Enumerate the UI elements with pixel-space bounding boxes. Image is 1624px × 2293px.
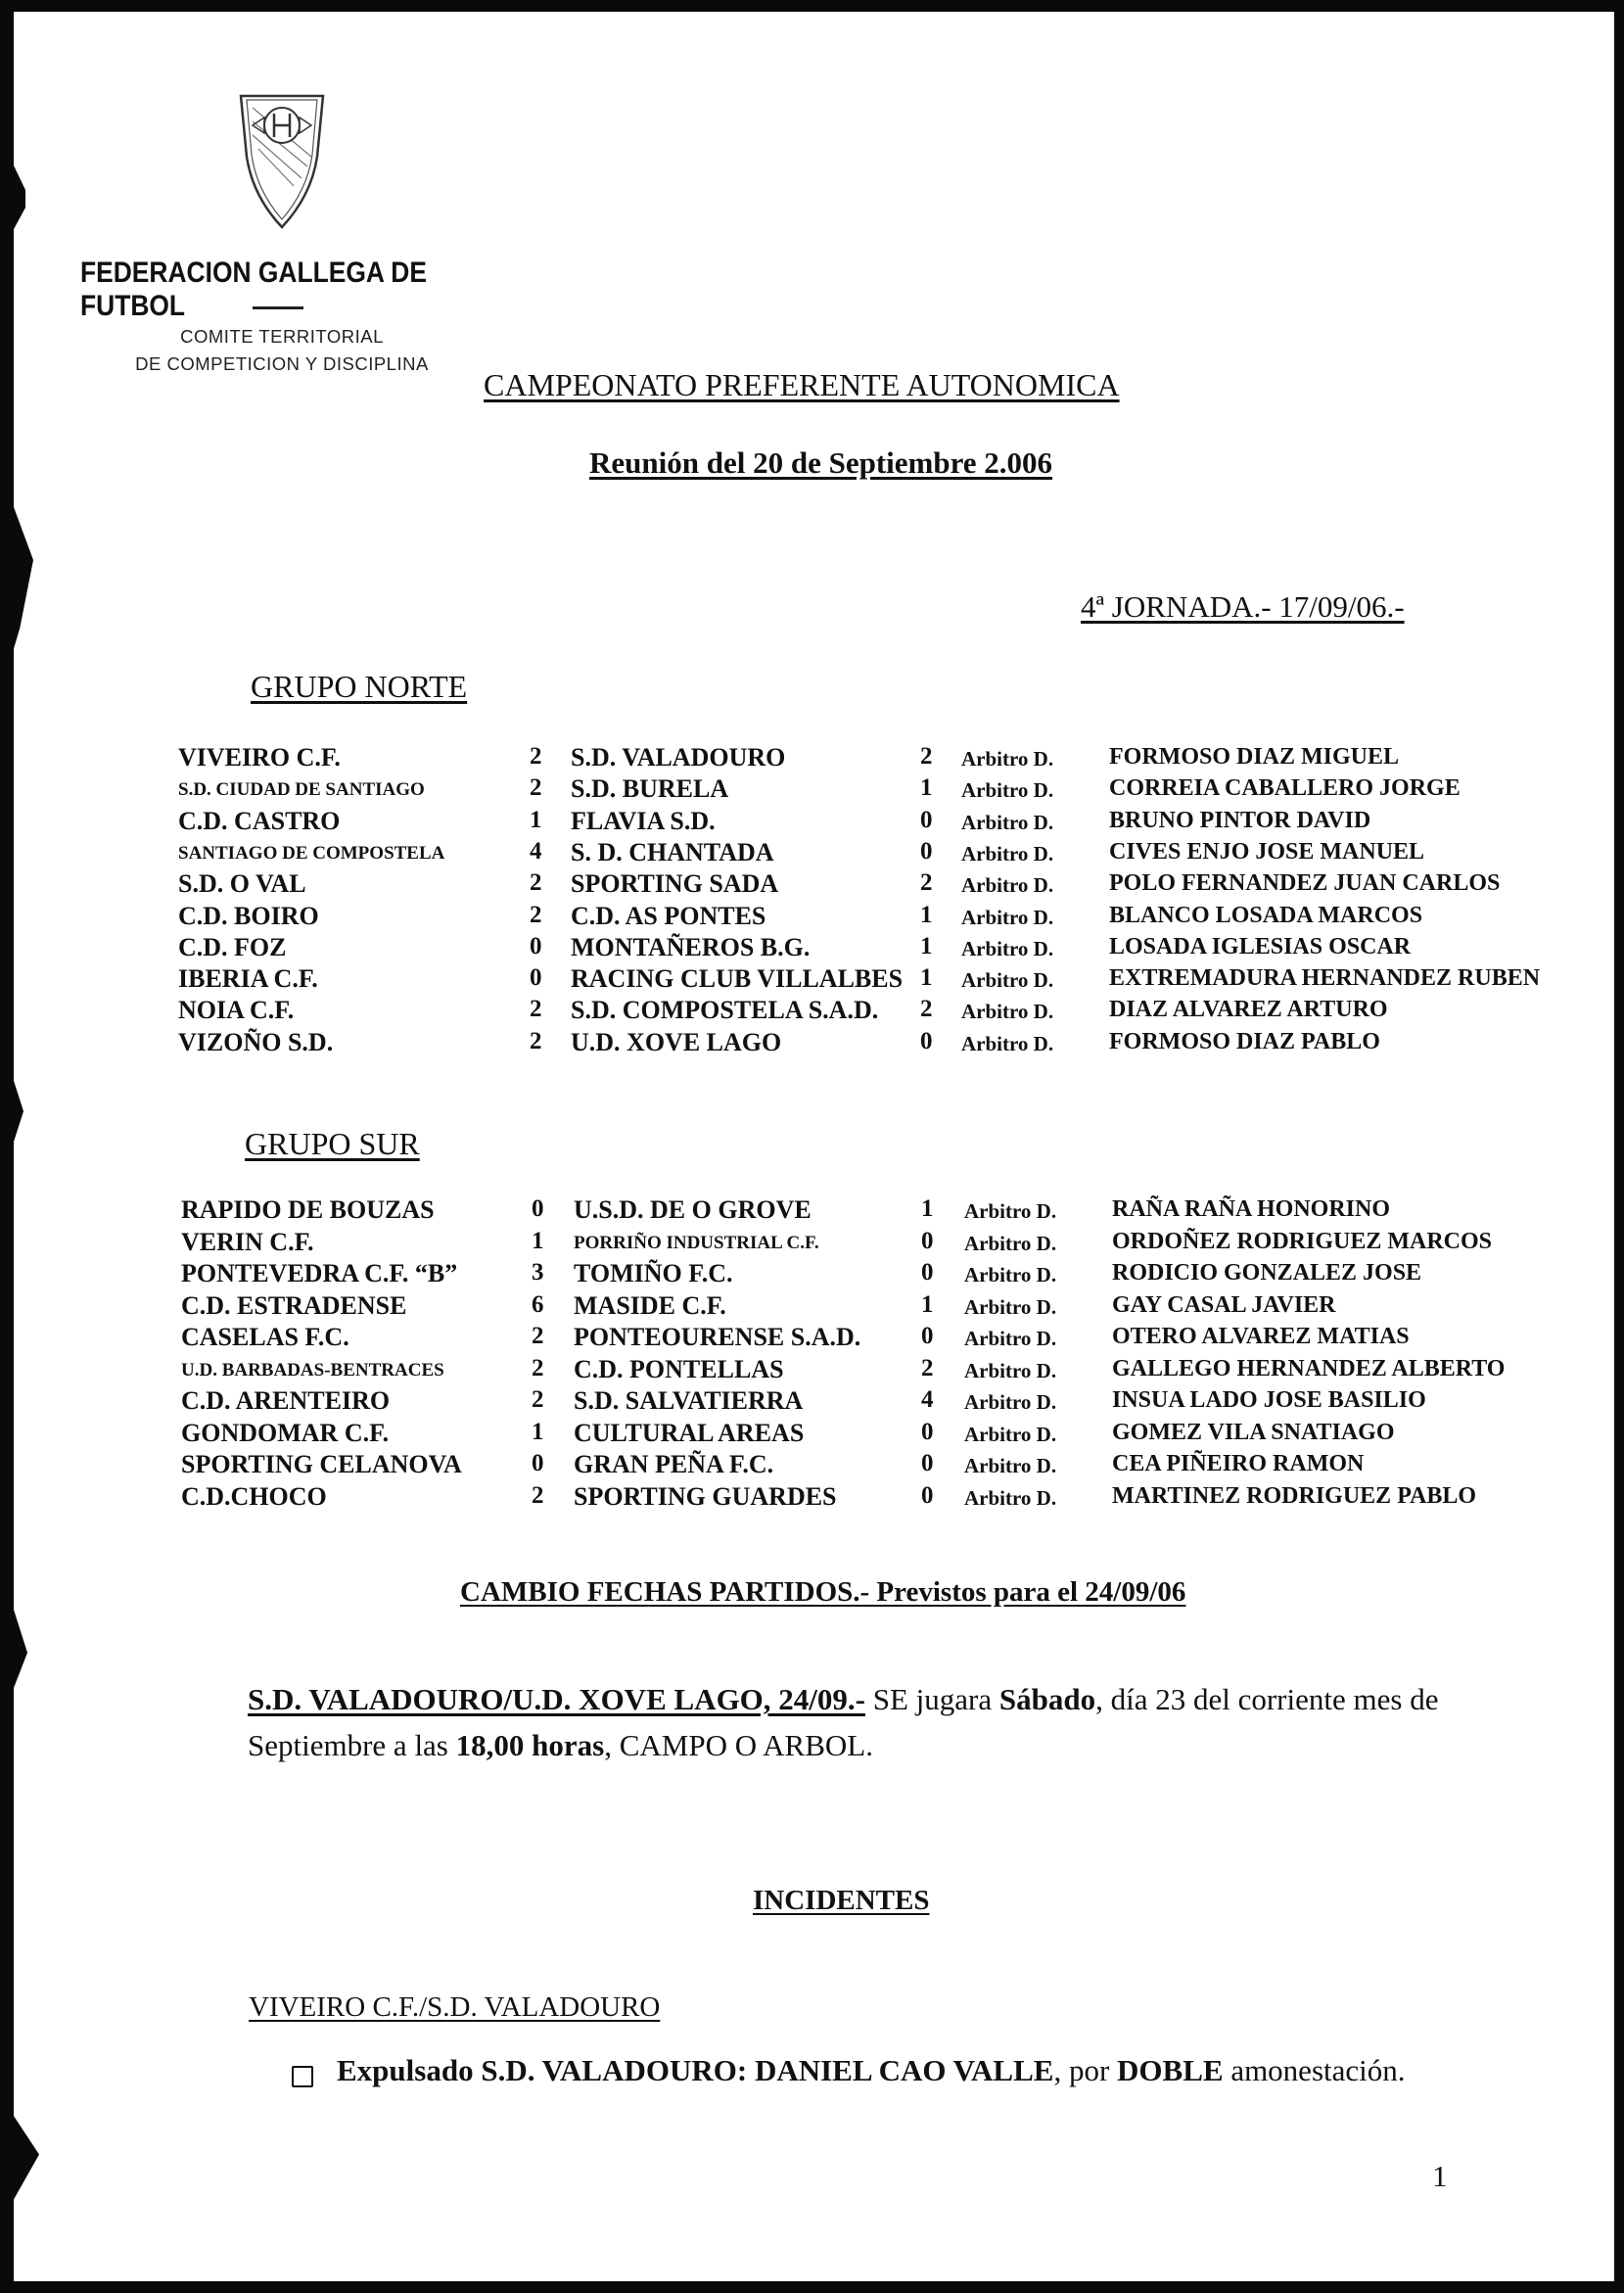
cambio-text: SE jugara	[864, 1682, 999, 1716]
home-score: 1	[532, 1418, 544, 1445]
home-team: SANTIAGO DE COMPOSTELA	[178, 842, 445, 864]
home-team: C.D. ARENTEIRO	[181, 1386, 391, 1415]
referee-label: Arbitro D.	[961, 936, 1054, 960]
home-score: 2	[530, 996, 542, 1023]
referee-name: OTERO ALVAREZ MATIAS	[1112, 1324, 1410, 1349]
referee-label: Arbitro D.	[961, 968, 1054, 993]
scan-notch	[0, 2095, 39, 2203]
referee-label: Arbitro D.	[961, 747, 1054, 771]
cambio-text: , día 23 del corriente mes de Septiembre a las	[248, 1682, 1439, 1762]
away-team: S.D. COMPOSTELA S.A.D.	[571, 996, 879, 1025]
home-team: PONTEVEDRA C.F. “B”	[181, 1259, 458, 1287]
home-score: 4	[530, 837, 542, 865]
home-score: 2	[532, 1323, 544, 1349]
home-score: 1	[532, 1227, 544, 1254]
away-score: 1	[920, 901, 933, 928]
away-team: S.D. BURELA	[571, 774, 729, 804]
away-score: 0	[920, 806, 933, 833]
home-team: RAPIDO DE BOUZAS	[181, 1195, 435, 1224]
home-team: S.D. O VAL	[178, 869, 306, 899]
home-score: 3	[532, 1259, 544, 1286]
referee-name: LOSADA IGLESIAS OSCAR	[1109, 933, 1412, 959]
org-divider	[253, 306, 303, 309]
away-team: RACING CLUB VILLALBES	[571, 964, 904, 994]
cambio-day: Sábado	[998, 1682, 1096, 1716]
referee-name: EXTREMADURA HERNANDEZ RUBEN	[1109, 965, 1541, 992]
home-score: 2	[530, 743, 542, 770]
referee-label: Arbitro D.	[964, 1454, 1057, 1477]
incident-bullet	[337, 2053, 1406, 2088]
away-score: 0	[920, 837, 933, 865]
away-team: CULTURAL AREAS	[574, 1418, 805, 1447]
scan-notch	[0, 1567, 27, 1723]
incidentes-heading: INCIDENTES	[753, 1885, 930, 1916]
referee-label: Arbitro D.	[964, 1485, 1057, 1510]
referee-name: FORMOSO DIAZ PABLO	[1109, 1028, 1380, 1054]
away-score: 0	[921, 1450, 934, 1476]
home-team: IBERIA C.F.	[178, 964, 318, 994]
cambio-heading: CAMBIO FECHAS PARTIDOS.- Previstos para el 24/09/06	[460, 1576, 1186, 1608]
group-sur-heading: GRUPO SUR	[245, 1126, 420, 1161]
referee-label: Arbitro D.	[964, 1358, 1057, 1382]
away-team: MONTAÑEROS B.G.	[571, 932, 811, 961]
referee-label: Arbitro D.	[961, 841, 1054, 866]
referee-name: CEA PIÑEIRO RAMON	[1112, 1451, 1365, 1476]
referee-name: CIVES ENJO JOSE MANUEL	[1109, 838, 1425, 865]
incidentes-match: VIVEIRO C.F./S.D. VALADOURO	[249, 1991, 661, 2023]
referee-name: INSUA LADO JOSE BASILIO	[1112, 1387, 1426, 1413]
scan-border-right	[1614, 0, 1624, 2293]
referee-name: GAY CASAL JAVIER	[1112, 1291, 1336, 1318]
away-team: U.S.D. DE O GROVE	[574, 1195, 812, 1224]
referee-name: GALLEGO HERNANDEZ ALBERTO	[1112, 1355, 1506, 1381]
away-score: 4	[921, 1386, 934, 1413]
cambio-match: S.D. VALADOURO/U.D. XOVE LAGO, 24/09.-	[248, 1682, 865, 1716]
referee-name: FORMOSO DIAZ MIGUEL	[1109, 744, 1400, 770]
away-team: U.D. XOVE LAGO	[571, 1027, 782, 1056]
group-norte-heading: GRUPO NORTE	[251, 669, 468, 704]
home-score: 0	[530, 932, 542, 959]
away-score: 2	[920, 743, 933, 770]
referee-label: Arbitro D.	[961, 905, 1054, 929]
away-score: 1	[920, 932, 933, 959]
home-score: 2	[530, 869, 542, 897]
referee-label: Arbitro D.	[964, 1199, 1057, 1223]
away-score: 1	[920, 964, 933, 992]
home-score: 2	[532, 1481, 544, 1509]
away-score: 1	[921, 1290, 934, 1318]
away-score: 2	[920, 869, 933, 897]
scan-notch	[0, 470, 33, 695]
home-team: U.D. BARBADAS-BENTRACES	[181, 1359, 444, 1380]
away-team: PONTEOURENSE S.A.D.	[574, 1323, 861, 1351]
home-score: 1	[530, 806, 542, 833]
jornada-label: 4ª JORNADA.- 17/09/06.-	[1081, 589, 1405, 624]
incident-text: amonestación.	[1223, 2053, 1406, 2087]
referee-name: RAÑA RAÑA HONORINO	[1112, 1196, 1391, 1222]
away-score: 2	[920, 996, 933, 1023]
home-score: 2	[532, 1386, 544, 1413]
home-team: S.D. CIUDAD DE SANTIAGO	[178, 779, 425, 801]
home-team: C.D. ESTRADENSE	[181, 1290, 407, 1320]
home-score: 2	[530, 1027, 542, 1054]
cambio-paragraph	[248, 1676, 1520, 1768]
referee-label: Arbitro D.	[964, 1390, 1057, 1414]
referee-label: Arbitro D.	[961, 1000, 1054, 1024]
away-team: PORRIÑO INDUSTRIAL C.F.	[574, 1232, 819, 1253]
referee-label: Arbitro D.	[964, 1294, 1057, 1319]
referee-label: Arbitro D.	[961, 778, 1054, 803]
home-team: C.D. FOZ	[178, 932, 287, 961]
meeting-date: Reunión del 20 de Septiembre 2.006	[589, 445, 1053, 480]
away-team: S. D. CHANTADA	[571, 837, 774, 866]
away-team: TOMIÑO F.C.	[574, 1259, 733, 1287]
referee-label: Arbitro D.	[964, 1327, 1057, 1350]
referee-name: BRUNO PINTOR DAVID	[1109, 807, 1371, 833]
away-score: 0	[920, 1027, 933, 1054]
home-team: C.D.CHOCO	[181, 1481, 327, 1511]
away-team: MASIDE C.F.	[574, 1290, 726, 1320]
incident-player: Expulsado S.D. VALADOURO: DANIEL CAO VALLE	[337, 2053, 1054, 2087]
home-score: 0	[532, 1195, 544, 1222]
away-score: 0	[921, 1259, 934, 1286]
away-score: 0	[921, 1323, 934, 1349]
referee-name: ORDOÑEZ RODRIGUEZ MARCOS	[1112, 1228, 1493, 1254]
away-team: FLAVIA S.D.	[571, 806, 716, 835]
home-score: 2	[530, 901, 542, 928]
checkbox-bullet-icon	[292, 2066, 313, 2087]
referee-name: DIAZ ALVAREZ ARTURO	[1109, 997, 1388, 1023]
away-score: 2	[921, 1354, 934, 1381]
referee-name: MARTINEZ RODRIGUEZ PABLO	[1112, 1482, 1477, 1509]
referee-name: RODICIO GONZALEZ JOSE	[1112, 1260, 1422, 1286]
org-subtitle	[106, 323, 458, 378]
away-score: 0	[921, 1418, 934, 1445]
home-team: VERIN C.F.	[181, 1227, 314, 1256]
home-score: 2	[532, 1354, 544, 1381]
home-team: GONDOMAR C.F.	[181, 1418, 390, 1447]
away-score: 1	[921, 1195, 934, 1222]
away-score: 0	[921, 1227, 934, 1254]
home-team: CASELAS F.C.	[181, 1323, 349, 1351]
incident-text: , por	[1053, 2053, 1118, 2087]
home-team: VIZOÑO S.D.	[178, 1027, 334, 1056]
away-team: C.D. AS PONTES	[571, 901, 766, 930]
referee-label: Arbitro D.	[964, 1422, 1057, 1446]
home-score: 0	[530, 964, 542, 992]
home-score: 6	[532, 1290, 544, 1318]
cambio-text: , CAMPO O ARBOL.	[604, 1728, 873, 1762]
incident-type: DOBLE	[1117, 2053, 1224, 2087]
page-number: 1	[1432, 2159, 1448, 2193]
home-score: 0	[532, 1450, 544, 1476]
championship-title: CAMPEONATO PREFERENTE AUTONOMICA	[484, 367, 1120, 402]
scan-border-top	[0, 0, 1624, 12]
referee-name: GOMEZ VILA SNATIAGO	[1112, 1419, 1395, 1445]
away-team: SPORTING SADA	[571, 869, 779, 899]
referee-name: BLANCO LOSADA MARCOS	[1109, 902, 1423, 928]
away-team: S.D. SALVATIERRA	[574, 1386, 804, 1415]
cambio-time: 18,00 horas	[455, 1728, 605, 1762]
federation-shield-logo	[233, 88, 331, 235]
away-team: SPORTING GUARDES	[574, 1481, 837, 1511]
referee-label: Arbitro D.	[961, 810, 1054, 834]
away-team: S.D. VALADOURO	[571, 743, 786, 772]
referee-label: Arbitro D.	[961, 873, 1054, 898]
referee-label: Arbitro D.	[961, 1031, 1054, 1055]
home-team: C.D. BOIRO	[178, 901, 319, 930]
org-subtitle-line-2: DE COMPETICION Y DISCIPLINA	[135, 353, 429, 374]
home-team: VIVEIRO C.F.	[178, 743, 341, 772]
home-team: C.D. CASTRO	[178, 806, 341, 835]
referee-name: POLO FERNANDEZ JUAN CARLOS	[1109, 870, 1501, 897]
org-name: FEDERACION GALLEGA DE FUTBOL	[80, 257, 427, 322]
away-team: C.D. PONTELLAS	[574, 1354, 784, 1383]
away-team: GRAN PEÑA F.C.	[574, 1450, 774, 1478]
referee-label: Arbitro D.	[964, 1263, 1057, 1287]
referee-label: Arbitro D.	[964, 1231, 1057, 1255]
away-score: 0	[921, 1481, 934, 1509]
home-team: NOIA C.F.	[178, 996, 295, 1025]
scan-border-bottom	[0, 2281, 1624, 2293]
home-score: 2	[530, 774, 542, 802]
away-score: 1	[920, 774, 933, 802]
home-team: SPORTING CELANOVA	[181, 1450, 462, 1478]
referee-name: CORREIA CABALLERO JORGE	[1109, 775, 1461, 802]
org-subtitle-line-1: COMITE TERRITORIAL	[180, 326, 384, 347]
